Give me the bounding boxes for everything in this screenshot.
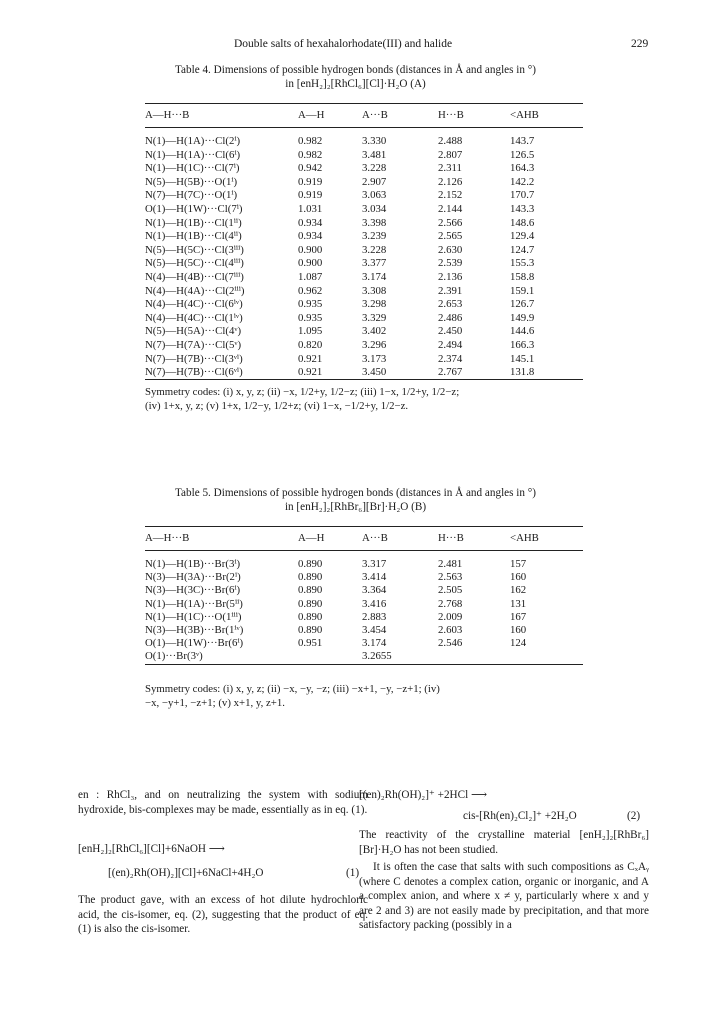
table5-cell: 3.364: [362, 584, 387, 597]
equation-2-line-1: [(en)₂Rh(OH)₂]⁺ +2HCl ⟶: [359, 789, 488, 801]
table4-cell: 145.1: [510, 352, 535, 365]
table4-cell: 0.934: [298, 230, 323, 243]
table4-cell: 129.4: [510, 230, 535, 243]
table4-cell: N(1)—H(1A)···Cl(6ⁱ): [145, 148, 241, 161]
table5-col-header: A···B: [362, 532, 388, 544]
table4-cell: 2.807: [438, 148, 463, 161]
table4-cell: 3.298: [362, 298, 387, 311]
table4-cell: 0.935: [298, 311, 323, 324]
table4-cell: 3.173: [362, 352, 387, 365]
table4-caption: [0, 63, 711, 91]
table4-row: [145, 149, 583, 162]
table5-bottom-rule: [145, 664, 583, 665]
table4-cell: 0.820: [298, 339, 323, 351]
table5-caption: [0, 486, 711, 514]
table4-cell: N(1)—H(1B)···Cl(1ⁱⁱ): [145, 216, 242, 229]
table4-cell: 148.6: [510, 216, 535, 229]
table5-row: [145, 584, 583, 597]
table4-cell: 3.239: [362, 230, 387, 243]
table5-row: [145, 650, 583, 663]
table4-cell: 3.296: [362, 339, 387, 351]
table4-cell: N(7)—H(7B)···Cl(6ᵛⁱ): [145, 366, 243, 379]
table4-cell: 2.126: [438, 175, 463, 188]
table5-symmetry-line2: −x, −y+1, −z+1; (v) x+1, y, z+1.: [145, 697, 285, 709]
table5-row: [145, 558, 583, 571]
table5-col-header: A—H···B: [145, 532, 190, 544]
table4-cell: 0.935: [298, 298, 323, 311]
table4-cell: N(4)—H(4C)···Cl(1ⁱᵛ): [145, 311, 243, 324]
table4-cell: N(7)—H(7C)···O(1ⁱ): [145, 189, 238, 202]
table5-cell: 0.951: [298, 637, 323, 650]
table4-cell: 2.450: [438, 325, 463, 338]
table4-cell: 1.031: [298, 203, 323, 215]
table5-cell: N(3)—H(3C)···Br(6ⁱ): [145, 584, 241, 597]
table4-cell: N(5)—H(5C)···Cl(4ⁱⁱⁱ): [145, 257, 244, 270]
table4-symmetry-line1: Symmetry codes: (i) x, y, z; (ii) −x, 1/2+y, 1/2−z; (iii) 1−x, 1/2+y, 1/2−z;: [145, 386, 460, 398]
table4-row: [145, 325, 583, 338]
table4-row: [145, 203, 583, 216]
table5-cell: 2.768: [438, 597, 463, 610]
table4-cell: 3.398: [362, 216, 387, 229]
table4-cell: 2.630: [438, 243, 463, 256]
table4-col-header: A—H: [298, 109, 325, 121]
table5-cell: 0.890: [298, 610, 323, 623]
table5-cell: 2.505: [438, 584, 463, 597]
table4-cell: 3.174: [362, 271, 387, 283]
table5-cell: 167: [510, 610, 527, 623]
equation-1-line-1: [enH₂]₂[RhCl₆][Cl]+6NaOH ⟶: [78, 843, 225, 855]
table5-cell: 131: [510, 597, 527, 610]
table4-cell: 143.7: [510, 135, 535, 147]
table4-cell: N(7)—H(7A)···Cl(5ᵛ): [145, 339, 242, 351]
table5-cell: 0.890: [298, 624, 323, 636]
table4-cell: 0.900: [298, 257, 323, 270]
table4-cell: 2.391: [438, 284, 463, 297]
table5-cell: 3.416: [362, 597, 387, 610]
table4-cell: 2.374: [438, 352, 463, 365]
table4-cell: N(5)—H(5C)···Cl(3ⁱⁱⁱ): [145, 243, 244, 256]
table4-cell: 3.329: [362, 311, 387, 324]
table4-cell: 170.7: [510, 189, 535, 202]
table4-cell: 142.2: [510, 175, 535, 188]
table4-symmetry-codes: [145, 385, 585, 413]
body-left-paragraph-1: en : RhCl₃, and on neutralizing the system with sodium hydroxide, bis-complexes may be made, essentially as in eq. (1).: [78, 789, 368, 816]
table4-row: [145, 271, 583, 284]
table4-row: [145, 285, 583, 298]
table4-cell: N(1)—H(1C)···Cl(7ⁱ): [145, 162, 240, 175]
table4-header-rule: [145, 127, 583, 128]
table5-cell: 2.546: [438, 637, 463, 650]
body-right-paragraph-1: The reactivity of the crystalline material [enH₂]₂[RhBr₆][Br]·H₂O has not been studied.: [359, 829, 649, 856]
table5-row: [145, 571, 583, 584]
equation-2-line-2: cis-[Rh(en)₂Cl₂]⁺ +2H₂O: [463, 810, 577, 822]
table5-row: [145, 637, 583, 650]
table4-row: [145, 135, 583, 148]
table4-cell: 144.6: [510, 325, 535, 338]
table4-row: [145, 217, 583, 230]
table4-cell: 2.494: [438, 339, 463, 351]
table5-header-rule: [145, 550, 583, 551]
table4-cell: N(5)—H(5A)···Cl(4ᵛ): [145, 325, 242, 338]
table4-row: [145, 312, 583, 325]
table5-cell: 2.603: [438, 624, 463, 636]
table5-top-rule: [145, 526, 583, 527]
table4-cell: 1.095: [298, 325, 323, 338]
table4-caption-line2: in [enH₂]₂[RhCl₆][Cl]·H₂O (A): [285, 78, 426, 90]
table5-cell: 124: [510, 637, 527, 650]
table4-cell: N(4)—H(4A)···Cl(2ⁱⁱⁱ): [145, 284, 245, 297]
table4-cell: O(1)—H(1W)···Cl(7ⁱ): [145, 203, 243, 215]
table4-cell: 0.921: [298, 352, 323, 365]
equation-1-number: (1): [346, 867, 360, 879]
table4-cell: 2.653: [438, 298, 463, 311]
table4-cell: 2.486: [438, 311, 463, 324]
table4-symmetry-line2: (iv) 1+x, y, z; (v) 1+x, 1/2−y, 1/2+z; (vi) 1−x, −1/2+y, 1/2−z.: [145, 400, 409, 412]
table5-row: [145, 624, 583, 637]
table4-cell: 2.565: [438, 230, 463, 243]
table5-row: [145, 598, 583, 611]
table4-cell: 0.982: [298, 135, 323, 147]
table4-cell: 2.907: [362, 175, 387, 188]
table4-cell: 166.3: [510, 339, 535, 351]
table5-col-header: A—H: [298, 532, 325, 544]
table4-cell: 0.921: [298, 366, 323, 379]
table5-cell: 3.317: [362, 558, 387, 570]
table5-caption-line1: Table 5. Dimensions of possible hydrogen bonds (distances in Å and angles in °): [174, 487, 536, 499]
table4-cell: 3.228: [362, 162, 387, 175]
table5-caption-line2: in [enH₂]₂[RhBr₆][Br]·H₂O (B): [284, 501, 427, 513]
table5-cell: 3.174: [362, 637, 387, 650]
table4-row: [145, 162, 583, 175]
table4-cell: N(4)—H(4B)···Cl(7ⁱⁱⁱ): [145, 271, 244, 283]
table5-cell: O(1)—H(1W)···Br(6ⁱ): [145, 637, 244, 650]
table5-cell: 0.890: [298, 558, 323, 570]
table4-cell: 158.8: [510, 271, 535, 283]
table5-cell: N(3)—H(3B)···Br(1ⁱᵛ): [145, 624, 244, 636]
table5-cell: 3.454: [362, 624, 387, 636]
table4-col-header: A—H···B: [145, 109, 190, 121]
table4-col-header: A···B: [362, 109, 388, 121]
table4-cell: 126.7: [510, 298, 535, 311]
table4-cell: 3.481: [362, 148, 387, 161]
table5-cell: 2.481: [438, 558, 463, 570]
body-left-paragraph-2: The product gave, with an excess of hot dilute hydrochloric acid, the cis-isomer, eq. (2), suggesting that the product of eq. (1) is also the cis-isomer.: [78, 894, 368, 935]
table4-cell: 2.539: [438, 257, 463, 270]
table5-cell: 3.2655: [362, 650, 392, 663]
table4-cell: 3.308: [362, 284, 387, 297]
running-title: Double salts of hexahalorhodate(III) and halide: [234, 38, 453, 50]
table4-cell: 126.5: [510, 148, 535, 161]
table4-cell: 2.136: [438, 271, 463, 283]
table4-cell: 143.3: [510, 203, 535, 215]
table4-cell: 3.450: [362, 366, 387, 379]
table4-cell: 2.152: [438, 189, 463, 202]
table4-cell: 3.402: [362, 325, 387, 338]
table5-cell: 2.883: [362, 610, 387, 623]
table4-cell: 0.934: [298, 216, 323, 229]
table4-cell: 3.228: [362, 243, 387, 256]
table5-cell: N(1)—H(1C)···O(1ⁱⁱⁱ): [145, 610, 242, 623]
equation-2-number: (2): [627, 810, 641, 822]
table4-cell: N(1)—H(1B)···Cl(4ⁱⁱ): [145, 230, 242, 243]
table5-cell: N(1)—H(1B)···Br(3ⁱ): [145, 558, 241, 570]
table4-row: [145, 257, 583, 270]
table5-row: [145, 611, 583, 624]
table5-col-header: <AHB: [510, 532, 539, 544]
table4-cell: N(5)—H(5B)···O(1ⁱ): [145, 175, 238, 188]
table5-cell: 160: [510, 571, 527, 584]
table5-cell: 160: [510, 624, 527, 636]
table4-cell: 1.087: [298, 271, 323, 283]
table4-cell: 2.488: [438, 135, 463, 147]
table4-row: [145, 353, 583, 366]
table4-row: [145, 230, 583, 243]
table4-row: [145, 176, 583, 189]
table5-cell: 0.890: [298, 584, 323, 597]
table5-cell: N(1)—H(1A)···Br(5ⁱⁱ): [145, 597, 243, 610]
table4-cell: 2.767: [438, 366, 463, 379]
table4-cell: 164.3: [510, 162, 535, 175]
table4-header-row: [145, 109, 583, 122]
table4-cell: 3.330: [362, 135, 387, 147]
table5-col-header: H···B: [438, 532, 464, 544]
table4-cell: 124.7: [510, 243, 535, 256]
table4-cell: 0.982: [298, 148, 323, 161]
table4-cell: 0.962: [298, 284, 323, 297]
table5-cell: 2.009: [438, 610, 463, 623]
table4-cell: N(1)—H(1A)···Cl(2ⁱ): [145, 135, 241, 147]
table4-cell: 0.919: [298, 189, 323, 202]
table4-cell: 3.377: [362, 257, 387, 270]
table4-cell: 2.566: [438, 216, 463, 229]
table4-cell: 149.9: [510, 311, 535, 324]
table4-caption-line1: Table 4. Dimensions of possible hydrogen bonds (distances in Å and angles in °): [174, 64, 536, 76]
table4-cell: 0.900: [298, 243, 323, 256]
table5: [145, 526, 583, 666]
table4-col-header: <AHB: [510, 109, 539, 121]
table5-symmetry-codes: [145, 682, 585, 710]
table5-cell: O(1)···Br(3ᵛ): [145, 650, 203, 663]
table5-cell: 162: [510, 584, 527, 597]
table4-cell: 0.942: [298, 162, 323, 175]
table4-cell: N(4)—H(4C)···Cl(6ⁱᵛ): [145, 298, 243, 311]
table4-top-rule: [145, 103, 583, 104]
page-number: 229: [631, 38, 649, 50]
table5-cell: 157: [510, 558, 527, 570]
table4: [145, 103, 583, 427]
table4-cell: 3.034: [362, 203, 387, 215]
table4-row: [145, 189, 583, 202]
table4-cell: 2.144: [438, 203, 463, 215]
table4-row: [145, 244, 583, 257]
table5-header-row: [145, 532, 583, 545]
table4-cell: N(7)—H(7B)···Cl(3ᵛⁱ): [145, 352, 243, 365]
table4-cell: 159.1: [510, 284, 535, 297]
table4-cell: 3.063: [362, 189, 387, 202]
body-right-paragraph-2: It is often the case that salts with such compositions as CₓAᵧ (where C denotes a complex cation, organic or inorganic, and A a complex anion, and where x ≠ y, particularly where x and y are 2 and 3) are not easily made by precipitation, and that more satisfactory packing (possibly in a: [359, 861, 649, 931]
table4-row: [145, 339, 583, 352]
table4-col-header: H···B: [438, 109, 464, 121]
table4-cell: 131.8: [510, 366, 535, 379]
table4-cell: 155.3: [510, 257, 535, 270]
table4-row: [145, 298, 583, 311]
table4-cell: 0.919: [298, 175, 323, 188]
table4-cell: 2.311: [438, 162, 462, 175]
equation-1-line-2: [(en)₂Rh(OH)₂][Cl]+6NaCl+4H₂O: [108, 867, 264, 879]
table5-cell: 3.414: [362, 571, 387, 584]
table5-cell: N(3)—H(3A)···Br(2ⁱ): [145, 571, 241, 584]
table5-symmetry-line1: Symmetry codes: (i) x, y, z; (ii) −x, −y, −z; (iii) −x+1, −y, −z+1; (iv): [145, 683, 440, 695]
table5-cell: 0.890: [298, 571, 323, 584]
table5-cell: 2.563: [438, 571, 463, 584]
table5-cell: 0.890: [298, 597, 323, 610]
table4-row: [145, 366, 583, 379]
